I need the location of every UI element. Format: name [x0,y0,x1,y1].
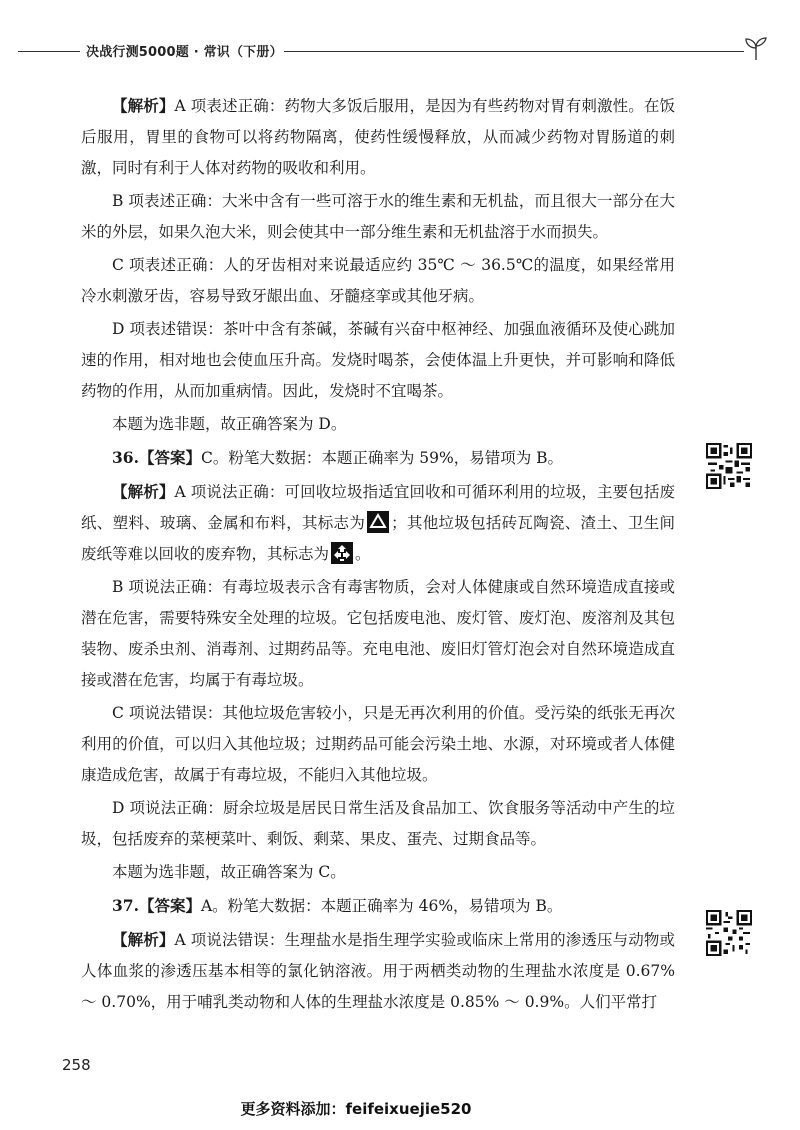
recycle-triangle-icon [367,511,389,533]
paragraph-text: B 项表述正确：大米中含有一些可溶于水的维生素和无机盐，而且很大一部分在大米的外层，如果久泡大米，则会使其中一部分维生素和无机盐溶于水而损失。 [81,192,675,241]
paragraph [81,250,675,312]
answer-37 [81,890,675,922]
paragraph-text: 本题为选非题，故正确答案为 D。 [112,415,347,433]
paragraph-label: 【解析】 [112,96,175,115]
footer-note [0,1098,800,1119]
paragraph-recycle [81,476,675,570]
paragraph [81,409,675,440]
paragraph-text: C。粉笔大数据：本题正确率为 59%，易错项为 B。 [200,449,564,467]
paragraph-text: A 项说法错误：生理盐水是指生理学实验或临床上常用的渗透压与动物或人体血浆的渗透压基本相等的氯化钠溶液。用于两栖类动物的生理盐水浓度是 0.67% ～ 0.70%，用于哺乳类动物和人体的生理盐水浓度是 0.85% ～ 0.9%。人们平常打 [81,931,675,1011]
paragraph-text: A 项表述正确：药物大多饭后服用，是因为有些药物对胃有刺激性。在饭后服用，胃里的食物可以将药物隔离，使药性缓慢释放，从而减少药物对胃肠道的刺激，同时有利于人体对药物的吸收和利用。 [81,97,675,177]
paragraph-label: 37.【答案】 [112,896,201,915]
page-number: 258 [62,1056,91,1074]
answer-36 [81,442,675,474]
paragraph-text: D 项说法正确：厨余垃圾是居民日常生活及食品加工、饮食服务等活动中产生的垃圾，包括废弃的菜梗菜叶、剩饭、剩菜、果皮、蛋壳、过期食品等。 [81,799,675,848]
paragraph-text: C 项说法错误：其他垃圾危害较小，只是无再次利用的价值。受污染的纸张无再次利用的价值，可以归入其他垃圾；过期药品可能会污染土地、水源，对环境或者人体健康造成危害，故属于有毒垃圾，不能归入其他垃圾。 [81,704,675,784]
paragraph [81,924,675,1018]
paragraph-label: 36.【答案】 [112,448,201,467]
paragraph-text: B 项说法正确：有毒垃圾表示含有毒害物质，会对人体健康或自然环境造成直接或潜在危害，需要特殊安全处理的垃圾。它包括废电池、废灯管、废灯泡、废溶剂及其包装物、废杀虫剂、消毒剂、过期药品等。充电电池、废旧灯管灯泡会对自然环境造成直接或潜在危害，均属于有毒垃圾。 [81,578,675,689]
paragraph [81,698,675,791]
main-content [81,90,675,1018]
header-rule [284,51,744,52]
qr-code-icon[interactable] [706,443,752,489]
paragraph-text: A 项说法正确：可回收垃圾指适宜回收和可循环利用的垃圾，主要包括废纸、塑料、玻璃、金属和布料，其标志为 [81,483,675,532]
paragraph [81,857,675,888]
paragraph [81,186,675,248]
qr-code-icon[interactable] [706,910,752,956]
paragraph [81,90,675,184]
footer-text: 更多资料添加：feifeixuejie520 [240,1100,472,1118]
paragraph [81,314,675,407]
page-header [0,40,800,62]
paragraph-text: 本题为选非题，故正确答案为 C。 [112,863,346,881]
paragraph [81,793,675,855]
paragraph-text: D 项表述错误：茶叶中含有茶碱，茶碱有兴奋中枢神经、加强血液循环及使心跳加速的作用，相对地也会使血压升高。发烧时喝茶，会使体温上升更快，并可影响和降低药物的作用，从而加重病情。因此，发烧时不宜喝茶。 [81,320,675,400]
book-title: 决战行测5000题 · 常识（下册） [86,45,283,60]
paragraph [81,572,675,696]
paragraph-label: 【解析】 [112,482,175,501]
paragraph-text: 。 [355,545,371,563]
sprout-icon [742,34,770,62]
paragraph-text: ；其他垃圾包括砖瓦陶瓷、渣土、卫生间废纸等难以回收的废弃物，其标志为 [81,514,675,563]
paragraph-text: A。粉笔大数据：本题正确率为 46%，易错项为 B。 [200,897,563,915]
paragraph-text: C 项表述正确：人的牙齿相对来说最适应约 35℃ ～ 36.5℃的温度，如果经常用冷水刺激牙齿，容易导致牙龈出血、牙髓痉挛或其他牙病。 [81,256,675,305]
paragraph-label: 【解析】 [112,930,175,949]
header-dash [0,51,80,52]
other-waste-icon [331,542,353,564]
